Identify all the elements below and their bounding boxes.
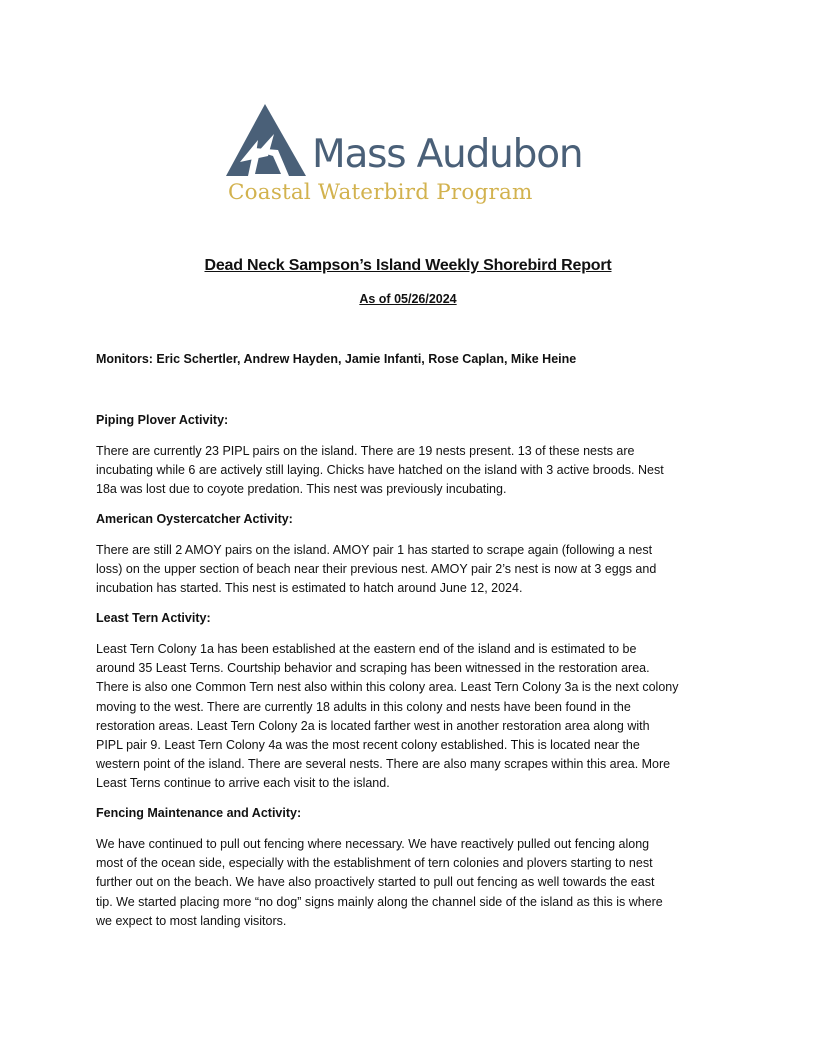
org-name: Mass Audubon (312, 132, 583, 177)
text-line: Least Terns continue to arrive each visit to the island. (96, 776, 390, 791)
text-line: loss) on the upper section of beach near their previous nest. AMOY pair 2’s nest is now at 3 eggs and (96, 562, 657, 577)
mass-audubon-bird-mountain-icon (226, 104, 306, 176)
section-heading-american-oystercatcher: American Oystercatcher Activity: (96, 512, 293, 526)
text-line: further out on the beach. We have also proactively started to pull out fencing as well towards the east (96, 875, 655, 890)
section-heading-fencing: Fencing Maintenance and Activity: (96, 806, 302, 820)
text-line: Least Tern Colony 1a has been established at the eastern end of the island and is estimated to be (96, 642, 637, 656)
text-line: incubating while 6 are actively still laying. Chicks have hatched on the island with 3 active broods. Nest (96, 463, 664, 478)
text-line: PIPL pair 9. Least Tern Colony 4a was the most recent colony established. This is located near the (96, 738, 640, 753)
text-line: most of the ocean side, especially with the establishment of tern colonies and plovers starting to nest (96, 856, 653, 871)
section-body-american-oystercatcher (96, 541, 722, 599)
text-line: we expect to most landing visitors. (96, 913, 287, 928)
text-line: tip. We started placing more “no dog” signs mainly along the channel side of the island as this is where (96, 894, 663, 909)
text-line: We have continued to pull out fencing where necessary. We have reactively pulled out fencing along (96, 837, 650, 851)
text-line: There are currently 23 PIPL pairs on the island. There are 19 nests present. 13 of these nests are (96, 444, 635, 458)
text-line: around 35 Least Terns. Courtship behavior and scraping has been witnessed in the restoration area. (96, 661, 650, 676)
section-heading-least-tern: Least Tern Activity: (96, 611, 211, 625)
text-line: There is also one Common Tern nest also within this colony area. Least Tern Colony 3a is the next colony (96, 680, 679, 695)
mass-audubon-logo (226, 100, 583, 210)
report-title: Dead Neck Sampson’s Island Weekly Shorebird Report (204, 257, 612, 274)
monitors-line: Monitors: Eric Schertler, Andrew Hayden, Jamie Infanti, Rose Caplan, Mike Heine (96, 352, 577, 366)
text-line: incubation has started. This nest is estimated to hatch around June 12, 2024. (96, 581, 523, 596)
text-line: western point of the island. There are several nests. There are also many scrapes within this area. More (96, 757, 671, 772)
report-date: As of 05/26/2024 (359, 292, 457, 306)
text-line: There are still 2 AMOY pairs on the island. AMOY pair 1 has started to scrape again (following a nest (96, 543, 653, 557)
program-name: Coastal Waterbird Program (228, 180, 533, 205)
section-body-least-tern (96, 640, 722, 794)
text-line: restoration areas. Least Tern Colony 2a is located farther west in another restoration area along with (96, 718, 650, 733)
section-body-piping-plover (96, 442, 722, 500)
text-line: 18a was lost due to coyote predation. This nest was previously incubating. (96, 482, 507, 497)
section-heading-piping-plover: Piping Plover Activity: (96, 413, 229, 427)
section-body-fencing (96, 835, 722, 931)
text-line: moving to the west. There are currently 18 adults in this colony and nests have been found in the (96, 699, 631, 714)
